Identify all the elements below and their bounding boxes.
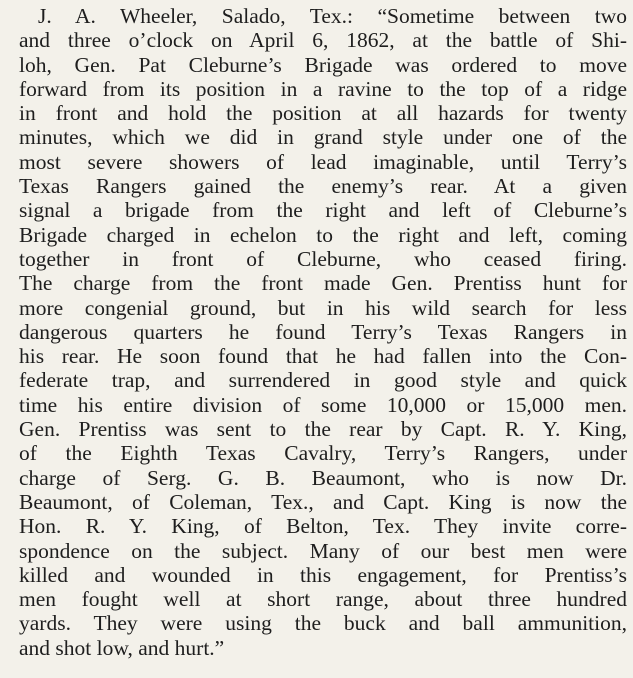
text-line: signal a brigade from the right and left of Cleburne’s: [19, 198, 627, 223]
text-line: loh, Gen. Pat Cleburne’s Brigade was ordered to move: [19, 52, 627, 77]
text-line: Texas Rangers gained the enemy’s rear. At a given: [19, 174, 627, 199]
text-line: and three o’clock on April 6, 1862, at the battle of Shi-: [19, 28, 627, 53]
text-line: in front and hold the position at all hazards for twenty: [19, 101, 627, 126]
text-line: yards. They were using the buck and ball ammunition,: [19, 611, 627, 636]
text-line: time his entire division of some 10,000 or 15,000 men.: [19, 392, 627, 417]
text-line: together in front of Cleburne, who ceased firing.: [19, 246, 627, 271]
text-line: dangerous quarters he found Terry’s Texas Rangers in: [19, 319, 627, 344]
text-line: his rear. He soon found that he had fallen into the Con-: [19, 344, 627, 369]
text-line: more congenial ground, but in his wild search for less: [19, 295, 627, 320]
text-line: J. A. Wheeler, Salado, Tex.: “Sometime between two: [38, 4, 627, 28]
text-line: men fought well at short range, about three hundred: [19, 587, 627, 612]
text-line: minutes, which we did in grand style under one of the: [19, 125, 627, 150]
text-line: The charge from the front made Gen. Prentiss hunt for: [19, 271, 627, 296]
text-line: Gen. Prentiss was sent to the rear by Capt. R. Y. King,: [19, 417, 627, 442]
text-line: most severe showers of lead imaginable, until Terry’s: [19, 149, 627, 174]
text-line: forward from its position in a ravine to the top of a ridge: [19, 76, 627, 101]
text-line: killed and wounded in this engagement, for Prentiss’s: [19, 562, 627, 587]
text-line: of the Eighth Texas Cavalry, Terry’s Rangers, under: [19, 441, 627, 466]
text-line: spondence on the subject. Many of our best men were: [19, 538, 627, 563]
text-line: Hon. R. Y. King, of Belton, Tex. They invite corre-: [19, 514, 627, 539]
text-line: charge of Serg. G. B. Beaumont, who is now Dr.: [19, 465, 627, 490]
text-line: Beaumont, of Coleman, Tex., and Capt. King is now the: [19, 489, 627, 514]
text-line: federate trap, and surrendered in good style and quick: [19, 368, 627, 393]
text-line: Brigade charged in echelon to the right and left, coming: [19, 222, 627, 247]
text-line: and shot low, and hurt.”: [19, 635, 225, 660]
article-paragraph: [19, 4, 627, 660]
